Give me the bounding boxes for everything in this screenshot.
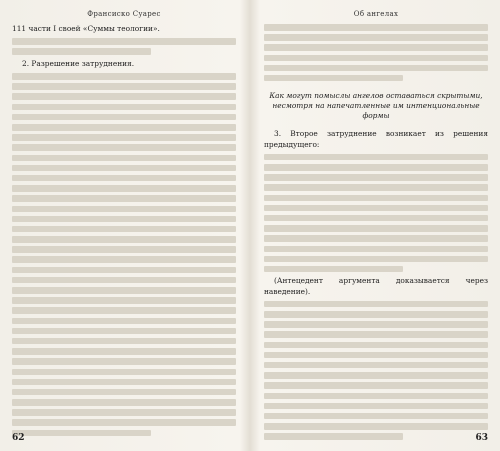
running-head-right: Об ангелах: [353, 10, 399, 18]
page-number-left: 62: [12, 433, 25, 443]
paragraph: 2. Разрешение затруднения.: [22, 58, 135, 68]
paragraph: (Антецедент аргумента доказывается через наведение).: [264, 276, 488, 296]
text-block-placeholder: [264, 301, 488, 440]
running-head-left: Франсиско Суарес: [87, 10, 161, 18]
right-page: [250, 0, 500, 451]
paragraph: 111 части I своей «Суммы теологии».: [12, 24, 160, 33]
text-block-placeholder: [12, 73, 236, 436]
section-heading: Как могут помыслы ангелов оставаться скрытыми, несмотря на напечатленные им интенциональные формы: [269, 91, 483, 121]
page-number-right: 63: [475, 433, 488, 443]
paragraph: 3. Второе затруднение возникает из решения предыдущего:: [264, 129, 488, 149]
text-block-placeholder: [264, 154, 488, 273]
text-block-placeholder: [264, 24, 488, 81]
text-block-placeholder: [12, 38, 236, 55]
